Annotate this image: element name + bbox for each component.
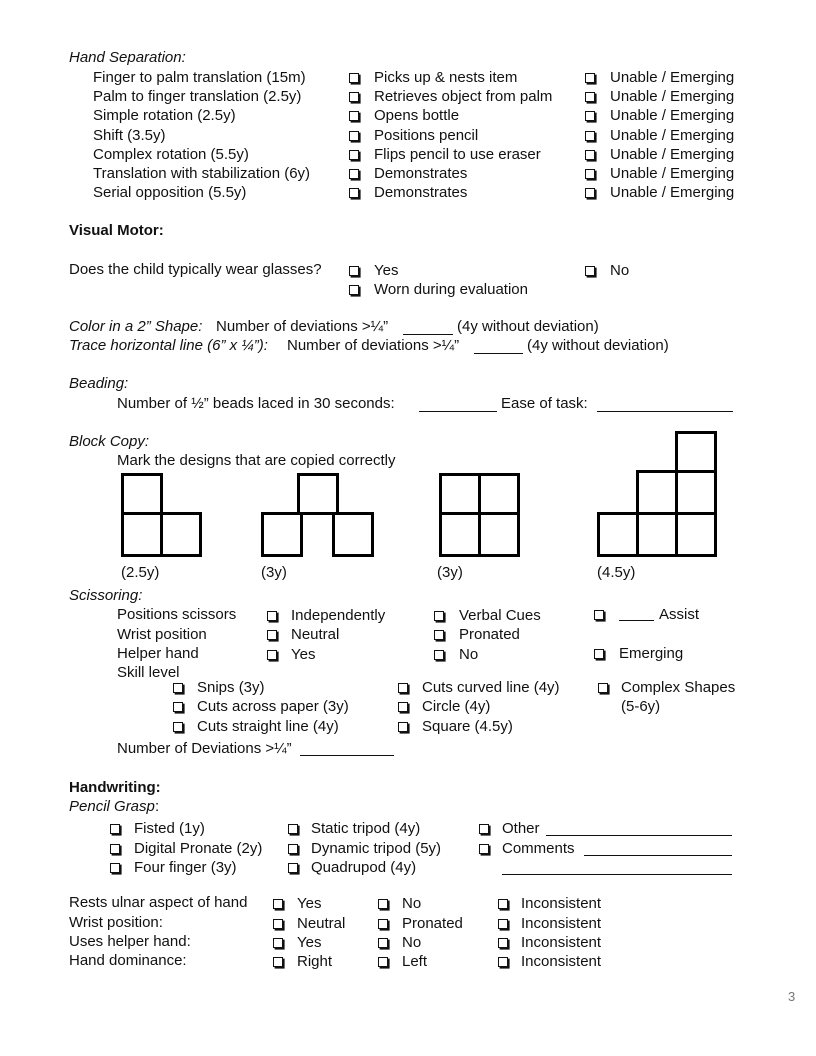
glasses-no-checkbox[interactable] [585,266,595,276]
design2-cell [332,512,374,557]
scissor-row-label: Helper hand [117,645,199,662]
skill-label: Palm to finger translation (2.5y) [93,88,302,105]
other-checkbox[interactable] [479,824,489,834]
comments-checkbox[interactable] [479,844,489,854]
checkbox[interactable] [378,899,388,909]
task-label: Picks up & nests item [374,69,518,86]
option-label: Independently [291,607,386,624]
skill-label: Serial opposition (5.5y) [93,184,247,201]
other-input[interactable] [546,835,732,836]
checkbox[interactable] [273,938,283,948]
design2-cell [297,473,339,515]
scissor-deviations-input[interactable] [300,755,394,756]
comments-label: Comments [502,840,575,857]
task-checkbox[interactable] [349,169,359,179]
skill-checkbox[interactable] [398,683,408,693]
option-label: Pronated [402,915,463,932]
skill-label: Finger to palm translation (15m) [93,69,306,86]
design-age-label: (3y) [437,564,463,581]
design1-cell [121,512,163,557]
checkbox[interactable] [594,610,604,620]
unable-checkbox[interactable] [585,188,595,198]
grasp-checkbox[interactable] [110,824,120,834]
scissor-row-label: Wrist position [117,626,207,643]
unable-label: Unable / Emerging [610,165,735,182]
skill-option: Snips (3y) [197,679,265,696]
skill-checkbox[interactable] [398,722,408,732]
task-checkbox[interactable] [349,150,359,160]
skill-checkbox[interactable] [598,683,608,693]
task-label: Positions pencil [374,127,479,144]
beading-prompt: Number of ½” beads laced in 30 seconds: [117,395,395,412]
handwriting-row-label: Rests ulnar aspect of hand [69,894,248,911]
section-title-hand-separation: Hand Separation: [69,49,186,66]
task-label: Retrieves object from palm [374,88,553,105]
option-label: Yes [297,895,322,912]
pencil-grasp-colon: : [155,798,160,815]
scissor-deviations-label: Number of Deviations >¼” [117,740,292,757]
color-shape-prompt: Number of deviations >¼” [216,318,389,335]
checkbox[interactable] [267,630,277,640]
design1-cell [160,512,202,557]
design1-cell [121,473,163,515]
design4-cell [675,431,717,473]
trace-line-label: Trace horizontal line (6” x ¼”): [69,337,268,354]
design-age-label: (3y) [261,564,287,581]
glasses-no-label: No [610,262,630,279]
unable-label: Unable / Emerging [610,127,735,144]
unable-checkbox[interactable] [585,73,595,83]
beads-count-input[interactable] [419,411,497,412]
skill-checkbox[interactable] [173,683,183,693]
comments-input-line2[interactable] [502,874,732,875]
checkbox[interactable] [273,899,283,909]
grasp-option: Four finger (3y) [134,859,237,876]
grasp-checkbox[interactable] [110,863,120,873]
task-label: Demonstrates [374,165,468,182]
glasses-worn-label: Worn during evaluation [374,281,528,298]
glasses-yes-checkbox[interactable] [349,266,359,276]
skill-option: Cuts straight line (4y) [197,718,339,735]
unable-checkbox[interactable] [585,169,595,179]
task-checkbox[interactable] [349,131,359,141]
checkbox[interactable] [498,919,508,929]
option-label: Neutral [291,626,340,643]
unable-checkbox[interactable] [585,131,595,141]
design4-cell [636,512,678,557]
section-title-handwriting: Handwriting: [69,779,161,796]
grasp-checkbox[interactable] [288,863,298,873]
skill-option: Circle (4y) [422,698,491,715]
checkbox[interactable] [378,919,388,929]
skill-label: Translation with stabilization (6y) [93,165,311,182]
glasses-yes-label: Yes [374,262,399,279]
section-title-block-copy: Block Copy: [69,433,150,450]
design-age-label: (4.5y) [597,564,636,581]
color-deviation-input[interactable] [403,334,453,335]
handwriting-row-label: Wrist position: [69,914,163,931]
checkbox[interactable] [434,611,444,621]
skill-label: Shift (3.5y) [93,127,166,144]
grasp-option: Fisted (1y) [134,820,205,837]
design2-cell [261,512,303,557]
checkbox[interactable] [498,957,508,967]
task-checkbox[interactable] [349,188,359,198]
ease-input[interactable] [597,411,733,412]
option-label: No [402,895,422,912]
grasp-option: Dynamic tripod (5y) [311,840,442,857]
option-label: Left [402,953,428,970]
checkbox[interactable] [267,611,277,621]
design4-cell [675,470,717,515]
ease-label: Ease of task: [501,395,588,412]
skill-option: Cuts across paper (3y) [197,698,349,715]
option-label: Inconsistent [521,934,602,951]
handwriting-row-label: Uses helper hand: [69,933,191,950]
skill-level-label: Skill level [117,664,180,681]
section-title-visual-motor: Visual Motor: [69,222,164,239]
skill-checkbox[interactable] [173,722,183,732]
unable-label: Unable / Emerging [610,184,735,201]
design4-cell [636,470,678,515]
unable-checkbox[interactable] [585,111,595,121]
unable-label: Unable / Emerging [610,146,735,163]
task-checkbox[interactable] [349,73,359,83]
assist-amount-input[interactable] [619,620,654,621]
checkbox[interactable] [434,650,444,660]
option-label: Inconsistent [521,915,602,932]
grasp-checkbox[interactable] [288,824,298,834]
task-checkbox[interactable] [349,111,359,121]
option-label: No [402,934,422,951]
task-label: Demonstrates [374,184,468,201]
color-shape-label: Color in a 2” Shape: [69,318,203,335]
skill-label: Simple rotation (2.5y) [93,107,236,124]
skill-option: (5-6y) [621,698,661,715]
trace-deviation-input[interactable] [474,353,523,354]
grasp-option: Static tripod (4y) [311,820,421,837]
design3-cell [439,512,481,557]
section-title-beading: Beading: [69,375,129,392]
checkbox[interactable] [498,899,508,909]
glasses-worn-checkbox[interactable] [349,285,359,295]
option-label: Pronated [459,626,520,643]
other-label: Other [502,820,540,837]
scissor-row-label: Positions scissors [117,606,237,623]
design3-cell [439,473,481,515]
option-label: Inconsistent [521,895,602,912]
checkbox[interactable] [594,649,604,659]
option-label: No [459,646,479,663]
unable-label: Unable / Emerging [610,88,735,105]
design4-cell [597,512,639,557]
comments-input[interactable] [584,855,732,856]
handwriting-row-label: Hand dominance: [69,952,187,969]
checkbox[interactable] [378,938,388,948]
skill-option: Cuts curved line (4y) [422,679,560,696]
skill-option: Square (4.5y) [422,718,513,735]
checkbox[interactable] [273,919,283,929]
checkbox[interactable] [273,957,283,967]
checkbox[interactable] [498,938,508,948]
option-label: Inconsistent [521,953,602,970]
grasp-checkbox[interactable] [288,844,298,854]
trace-line-prompt: Number of deviations >¼” [287,337,460,354]
option-label: Verbal Cues [459,607,541,624]
section-title-scissoring: Scissoring: [69,587,143,604]
checkbox[interactable] [378,957,388,967]
checkbox[interactable] [434,630,444,640]
task-checkbox[interactable] [349,92,359,102]
design4-cell [675,512,717,557]
page-number: 3 [788,989,796,1004]
skill-checkbox[interactable] [173,702,183,712]
design3-cell [478,512,520,557]
unable-label: Unable / Emerging [610,107,735,124]
checkbox[interactable] [267,650,277,660]
pencil-grasp-label: Pencil Grasp [69,798,155,815]
skill-option: Complex Shapes [621,679,736,696]
color-shape-note: (4y without deviation) [457,318,599,335]
option-label: Yes [291,646,316,663]
option-label: Emerging [619,645,684,662]
unable-checkbox[interactable] [585,92,595,102]
grasp-checkbox[interactable] [110,844,120,854]
design-age-label: (2.5y) [121,564,160,581]
glasses-question: Does the child typically wear glasses? [69,261,322,278]
block-copy-instruction: Mark the designs that are copied correctly [117,452,396,469]
grasp-option: Quadrupod (4y) [311,859,417,876]
trace-line-note: (4y without deviation) [527,337,669,354]
option-label: Yes [297,934,322,951]
design3-cell [478,473,520,515]
unable-checkbox[interactable] [585,150,595,160]
grasp-option: Digital Pronate (2y) [134,840,263,857]
option-label: Assist [659,606,700,623]
skill-label: Complex rotation (5.5y) [93,146,249,163]
option-label: Right [297,953,333,970]
option-label: Neutral [297,915,346,932]
task-label: Opens bottle [374,107,460,124]
skill-checkbox[interactable] [398,702,408,712]
unable-label: Unable / Emerging [610,69,735,86]
task-label: Flips pencil to use eraser [374,146,541,163]
